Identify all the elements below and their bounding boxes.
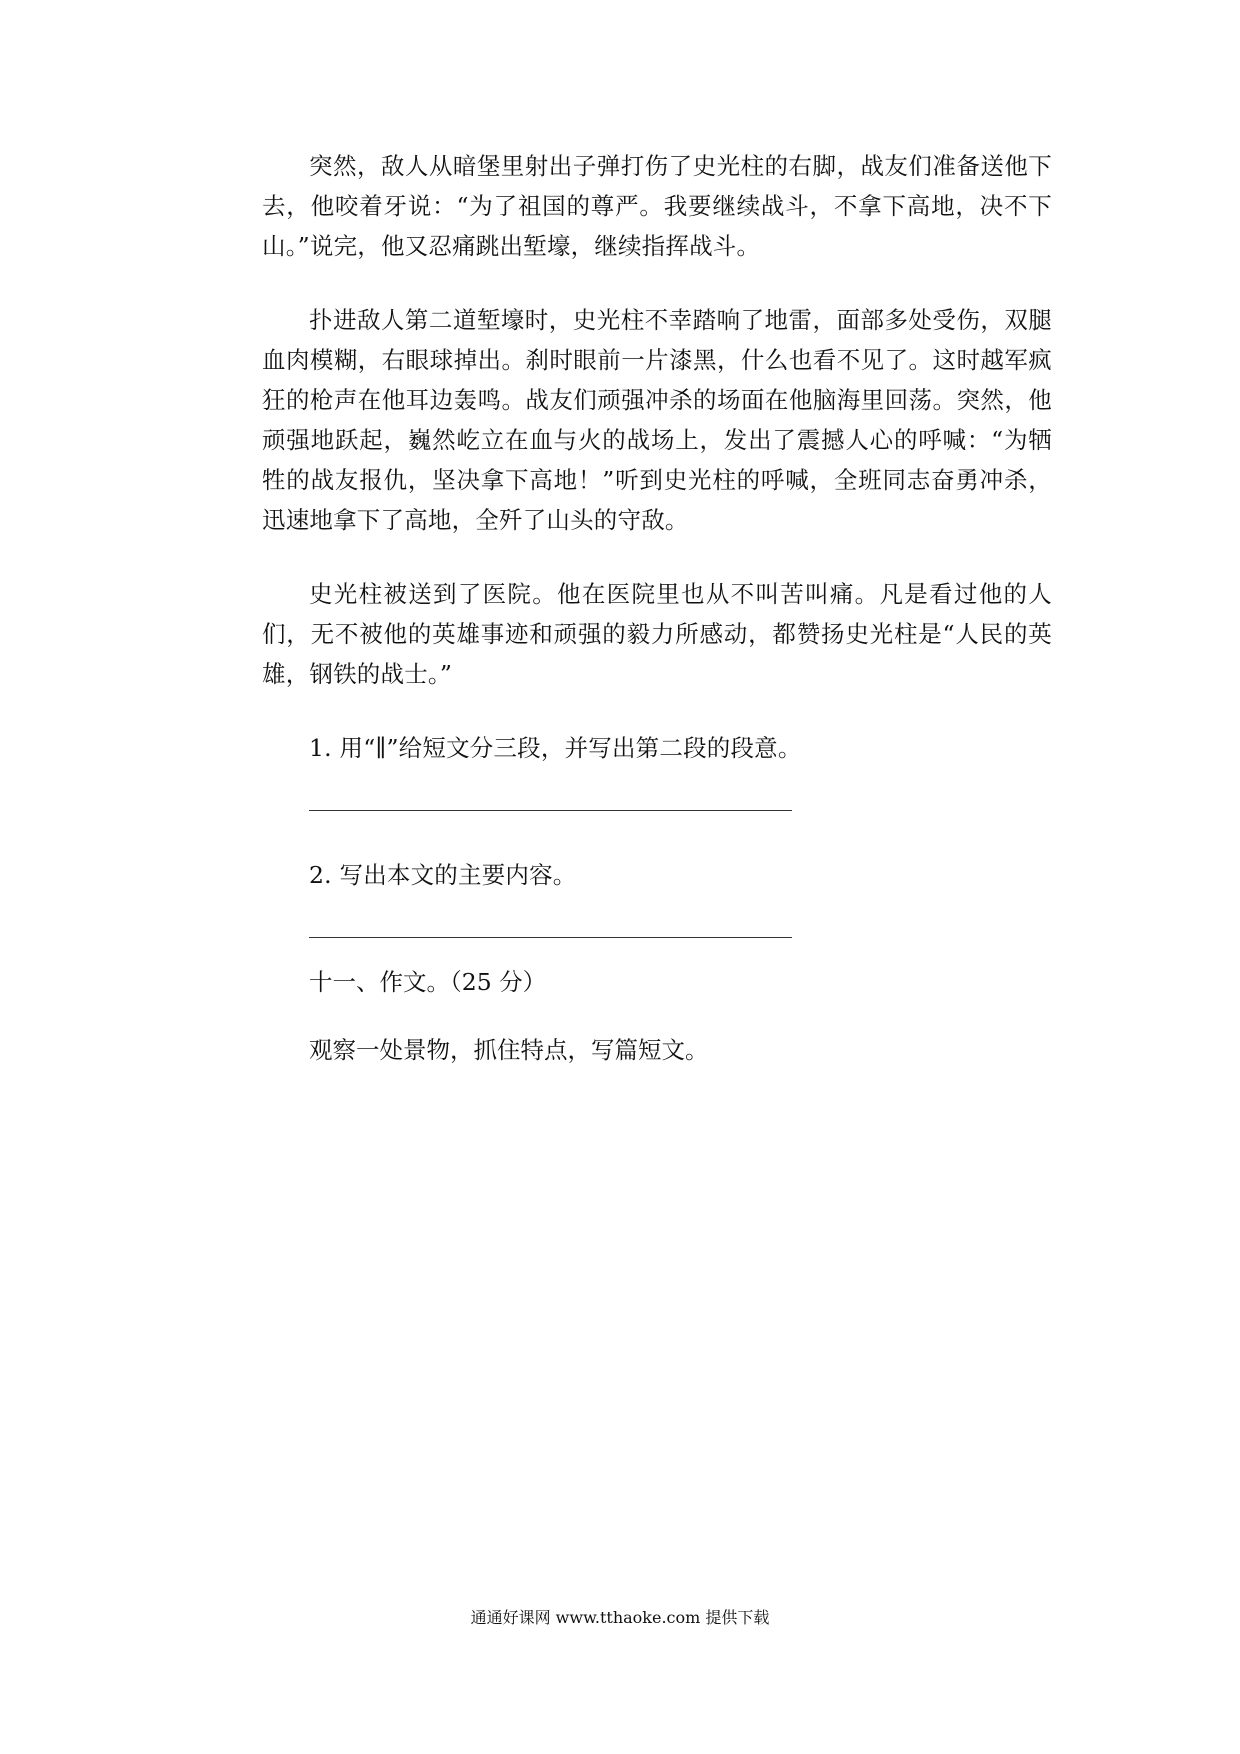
passage-paragraph-2: 扑进敌人第二道堑壕时，史光柱不幸踏响了地雷，面部多处受伤，双腿血肉模糊，右眼球掉出。刹时眼前一片漆黑，什么也看不见了。这时越军疯狂的枪声在他耳边轰鸣。战友们顽强冲杀的场面在他脑海里回荡。突然，他顽强地跃起，巍然屹立在血与火的战场上，发出了震撼人心的呼喊：“为牺牲的战友报仇，坚决拿下高地！”听到史光柱的呼喊，全班同志奋勇冲杀，迅速地拿下了高地，全歼了山头的守敌。 (262, 306, 1052, 534)
question-2: 2. 写出本文的主要内容。 (309, 861, 577, 889)
question-1: 1. 用“∥”给短文分三段，并写出第二段的段意。 (309, 734, 802, 762)
composition-section-heading: 十一、作文。（25 分） (309, 968, 547, 996)
page-footer: 通通好课网 www.tthaoke.com 提供下载 (470, 1608, 770, 1627)
answer-line-1 (309, 810, 792, 811)
document-body (262, 146, 1052, 1070)
passage-paragraph-1: 突然，敌人从暗堡里射出子弹打伤了史光柱的右脚，战友们准备送他下去，他咬着牙说：“为了祖国的尊严。我要继续战斗，不拿下高地，决不下山。”说完，他又忍痛跳出堑壕，继续指挥战斗。 (262, 152, 1052, 260)
answer-line-2 (309, 937, 792, 938)
passage-paragraph-3: 史光柱被送到了医院。他在医院里也从不叫苦叫痛。凡是看过他的人们，无不被他的英雄事迹和顽强的毅力所感动，都赞扬史光柱是“人民的英雄，钢铁的战士。” (262, 580, 1052, 688)
composition-prompt: 观察一处景物，抓住特点，写篇短文。 (309, 1036, 709, 1064)
